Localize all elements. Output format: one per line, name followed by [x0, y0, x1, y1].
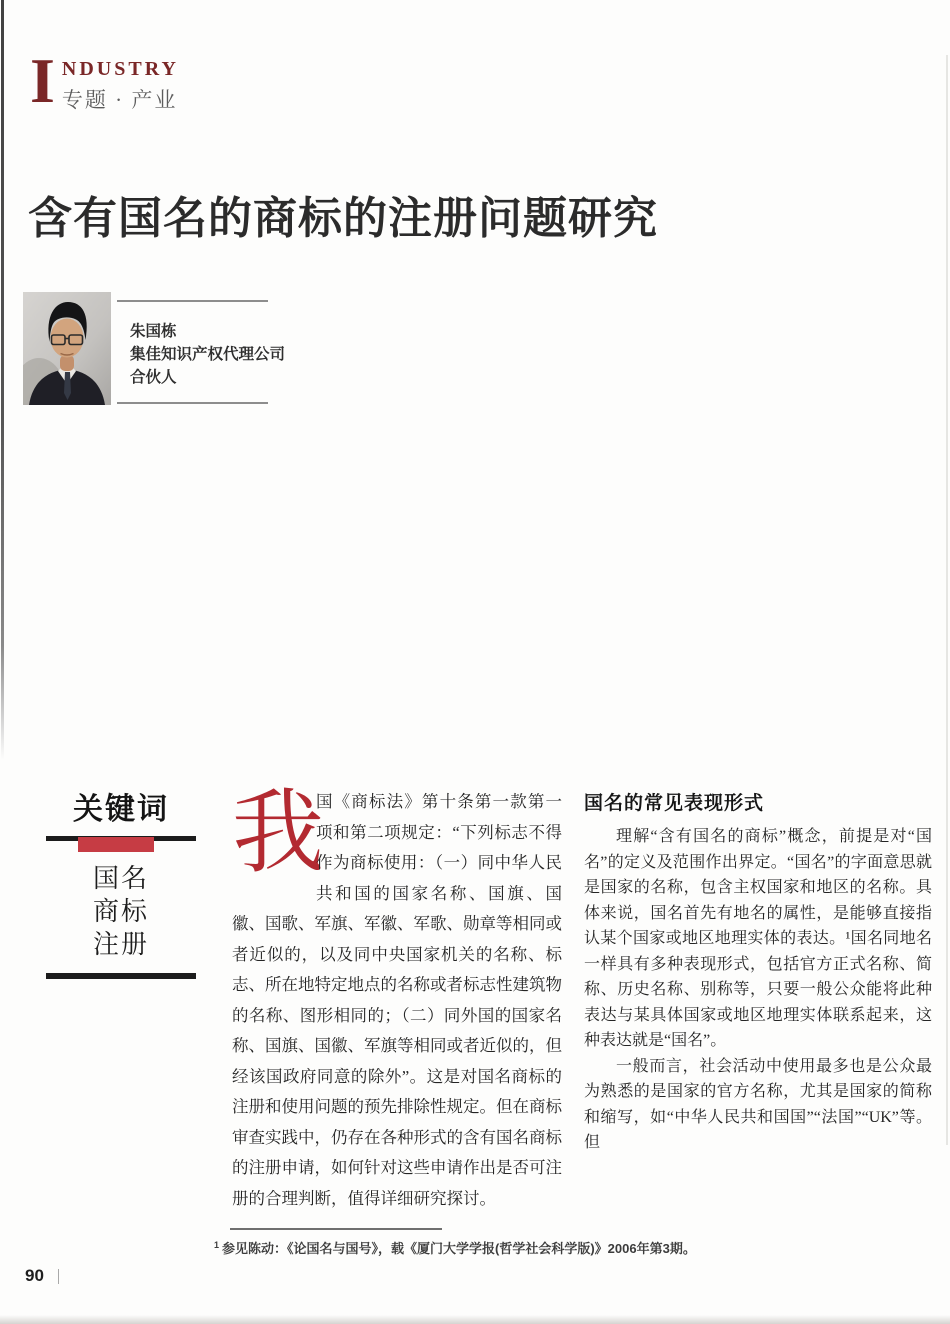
section-heading: 国名的常见表现形式 — [584, 793, 765, 814]
keywords-list — [46, 862, 196, 961]
keywords-top-rule — [46, 836, 196, 856]
scan-left-edge-shadow — [1, 0, 4, 760]
body-column-left — [232, 782, 562, 1214]
keywords-red-accent — [78, 837, 154, 852]
page-number-block — [25, 1266, 59, 1286]
drop-cap: 我 — [232, 782, 325, 884]
author-portrait-image — [23, 292, 111, 405]
page-number: 90 — [25, 1266, 44, 1285]
author-photo — [23, 292, 111, 405]
keyword-item: 国名 — [92, 864, 149, 893]
article-title: 含有国名的商标的注册问题研究 — [28, 194, 658, 243]
author-company: 集佳知识产权代理公司 — [130, 346, 286, 363]
scan-bottom-edge-shadow — [0, 1315, 950, 1324]
paragraph: 一般而言，社会活动中使用最多也是公众最为熟悉的是国家的官方名称，尤其是国家的简称和缩写，如“中华人民共和国国”“法国”“UK”等。但 — [584, 1057, 932, 1151]
masthead-text — [62, 52, 179, 114]
author-info-block — [117, 300, 286, 404]
lead-paragraph — [232, 782, 562, 1214]
masthead-title: NDUSTRY — [61, 58, 179, 80]
author-name: 朱国栋 — [130, 323, 177, 340]
footnote-separator — [230, 1228, 442, 1230]
keyword-item: 商标 — [92, 897, 149, 926]
masthead-subtitle: 专题 · 产业 — [61, 88, 178, 112]
footnote-text: 参见陈动：《论国名与国号》，载《厦门大学学报(哲学社会科学版)》2006年第3期。 — [222, 1241, 696, 1256]
masthead — [30, 45, 179, 116]
footnote-mark: 1 — [214, 1239, 220, 1250]
keyword-item: 注册 — [92, 930, 149, 959]
keywords-bottom-rule — [46, 973, 196, 979]
page-number-divider — [58, 1269, 60, 1284]
body-column-right — [584, 788, 932, 1156]
paragraph: 理解“含有国名的商标”概念，前提是对“国名”的定义及范围作出界定。“国名”的字面意思就是国家的名称，包含主权国家和地区的名称。具体来说，国名首先有地名的属性，是能够直接指认某个国家或地区地理实体的表达。¹国名同地名一样具有多种表现形式，包括官方正式名称、简称、历史名称、别称等，只要一般公众能将此种表达与某具体国家或地区地理实体联系起来，这种表达就是“国名”。 — [584, 828, 932, 1049]
masthead-initial: I — [30, 45, 55, 116]
author-role: 合伙人 — [130, 369, 177, 386]
lead-paragraph-text: 国《商标法》第十条第一款第一项和第二项规定：“下列标志不得作为商标使用：（一）同中华人民共和国的国家名称、国旗、国徽、国歌、军旗、军徽、军歌、勋章等相同或者近似的，以及同中央国家机关的名称、标志、所在地特定地点的名称或者标志性建筑物的名称、图形相同的；（二）同外国的国家名称、国旗、国徽、军旗等相同或者近似的，但经该国政府同意的除外”。这是对国名商标的注册和使用问题的预先排除性规定。但在商标审查实践中，仍存在各种形式的含有国名商标的注册申请，如何针对这些申请作出是否可注册的合理判断，值得详细研究探讨。 — [232, 792, 562, 1208]
keywords-block — [46, 784, 196, 979]
footnote — [214, 1238, 944, 1257]
scan-right-edge-line — [946, 55, 948, 1145]
keywords-heading: 关键词 — [73, 793, 169, 826]
